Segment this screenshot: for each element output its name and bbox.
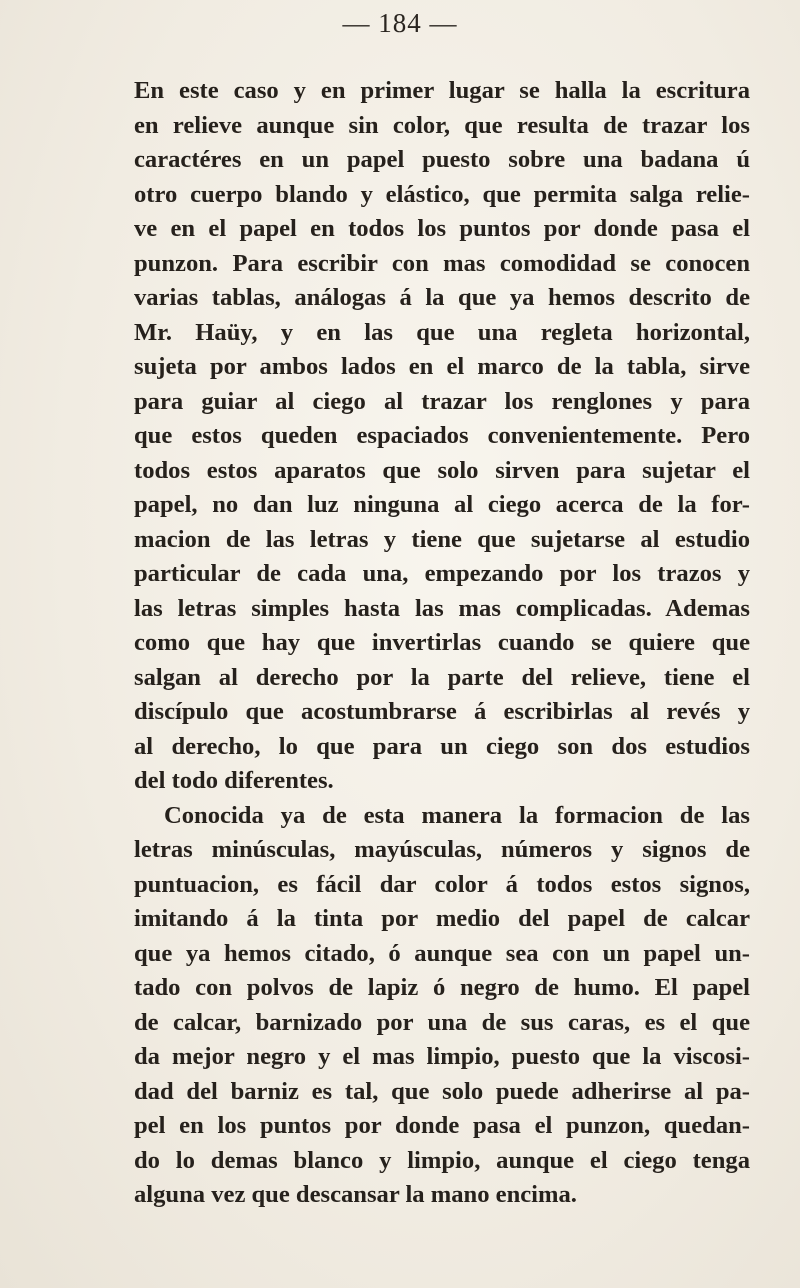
text-line: sujeta por ambos lados en el marco de la tabla, sirve bbox=[134, 353, 750, 380]
text-line: dad del barniz es tal, que solo puede adherirse al pa- bbox=[134, 1077, 750, 1105]
text-line: ve en el papel en todos los puntos por donde pasa el bbox=[134, 215, 750, 242]
text-line: letras minúsculas, mayúsculas, números y signos de bbox=[134, 836, 750, 863]
text-line: macion de las letras y tiene que sujetarse al estudio bbox=[134, 525, 750, 553]
page-number: — 184 — bbox=[342, 8, 458, 38]
text-line: papel, no dan luz ninguna al ciego acerca de la for- bbox=[134, 491, 750, 518]
text-line: del todo diferentes. bbox=[134, 767, 334, 794]
text-line: de calcar, barnizado por una de sus caras, es el que bbox=[134, 1008, 750, 1036]
text-line: para guiar al ciego al trazar los renglones y para bbox=[134, 387, 750, 415]
text-line: discípulo que acostumbrarse á escribirlas al revés y bbox=[134, 698, 750, 725]
text-line: da mejor negro y el mas limpio, puesto que la viscosi- bbox=[134, 1043, 750, 1070]
text-line: do lo demas blanco y limpio, aunque el ciego tenga bbox=[134, 1146, 750, 1174]
text-line: caractéres en un papel puesto sobre una badana ú bbox=[134, 146, 750, 173]
text-line: las letras simples hasta las mas complicadas. Ademas bbox=[134, 594, 750, 622]
text-line: imitando á la tinta por medio del papel de calcar bbox=[134, 905, 750, 932]
text-line: salgan al derecho por la parte del relieve, tiene el bbox=[134, 663, 750, 691]
text-line: en relieve aunque sin color, que resulta de trazar los bbox=[134, 111, 750, 139]
text-line: como que hay que invertirlas cuando se quiere que bbox=[134, 629, 750, 656]
text-line: al derecho, lo que para un ciego son dos estudios bbox=[134, 732, 750, 760]
body-text bbox=[134, 74, 750, 1213]
text-line: otro cuerpo blando y elástico, que permita salga relie- bbox=[134, 180, 750, 208]
text-line: tado con polvos de lapiz ó negro de humo. El papel bbox=[134, 974, 750, 1001]
text-line: alguna vez que descansar la mano encima. bbox=[134, 1181, 577, 1208]
text-line: varias tablas, análogas á la que ya hemos descrito de bbox=[134, 284, 750, 311]
paragraph bbox=[134, 74, 750, 799]
text-line: Conocida ya de esta manera la formacion de las bbox=[164, 801, 750, 829]
text-line: punzon. Para escribir con mas comodidad se conocen bbox=[134, 249, 750, 277]
text-line: particular de cada una, empezando por los trazos y bbox=[134, 560, 750, 587]
text-line: En este caso y en primer lugar se halla la escritura bbox=[134, 77, 750, 104]
paragraph bbox=[134, 799, 750, 1213]
text-line: Mr. Haüy, y en las que una regleta horizontal, bbox=[134, 318, 750, 346]
text-line: que ya hemos citado, ó aunque sea con un papel un- bbox=[134, 939, 750, 967]
text-line: puntuacion, es fácil dar color á todos estos signos, bbox=[134, 870, 750, 898]
text-line: pel en los puntos por donde pasa el punzon, quedan- bbox=[134, 1112, 750, 1139]
text-line: todos estos aparatos que solo sirven para sujetar el bbox=[134, 456, 750, 484]
text-line: que estos queden espaciados convenientemente. Pero bbox=[134, 422, 750, 449]
